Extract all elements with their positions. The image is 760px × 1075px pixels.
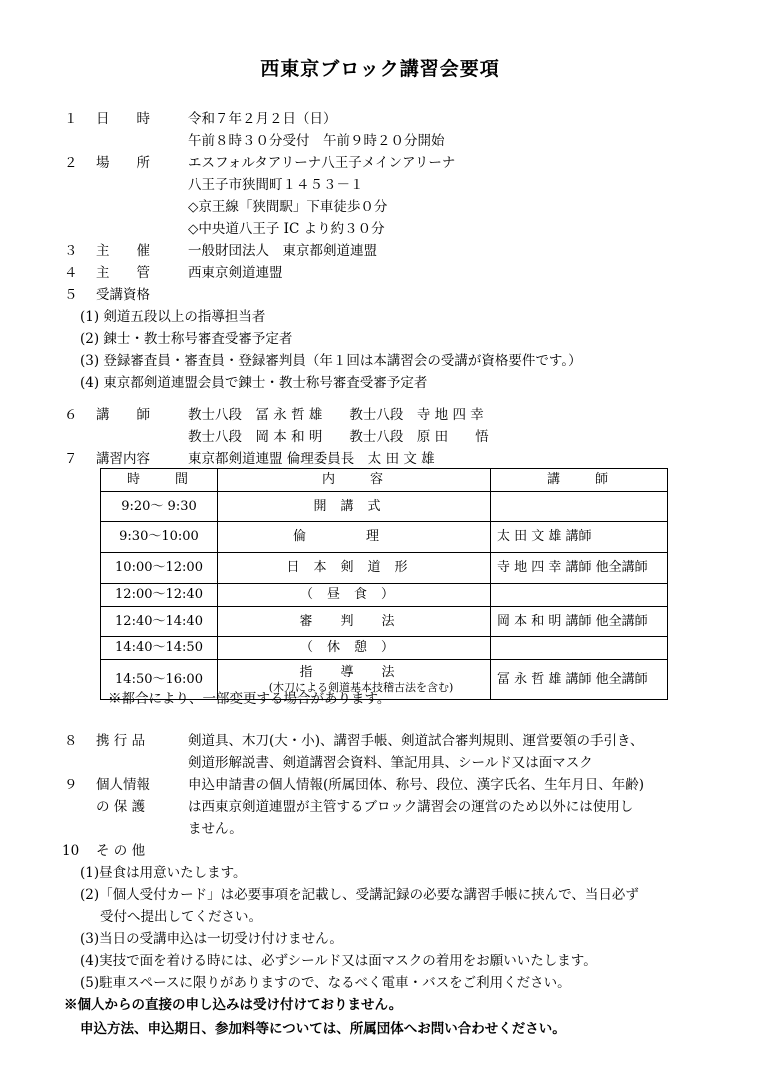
- row-topic: 指導法: [299, 665, 423, 680]
- section-heading: 受講資格: [96, 287, 150, 303]
- table-row: [101, 492, 668, 522]
- schedule-note: ※都合により、一部変更する場合があります。: [108, 691, 391, 707]
- section-heading: 日 時: [96, 111, 150, 127]
- row-time: 14:50～16:00: [101, 660, 218, 700]
- section-number: ５: [64, 287, 78, 303]
- row-lecturer: 太 田 文 雄 講師: [491, 522, 668, 553]
- other-item: (1)昼食は用意いたします。: [80, 865, 247, 881]
- row-topic: （昼食）: [218, 584, 491, 607]
- table-row: [101, 522, 668, 553]
- organizer-name: 一般財団法人 東京都剣道連盟: [188, 243, 377, 259]
- section-number: ７: [64, 451, 78, 467]
- table-header-row: [101, 469, 668, 492]
- section-heading: 講習内容: [96, 451, 150, 467]
- row-topic: 日本剣道形: [218, 553, 491, 584]
- date-line: 令和７年２月２日（日）: [188, 111, 337, 127]
- row-topic: 倫理: [218, 522, 491, 553]
- privacy-line: は西東京剣道連盟が主管するブロック講習会の運営のため以外には使用し: [188, 799, 634, 815]
- row-lecturer: [491, 492, 668, 522]
- section-heading: 主 管: [96, 265, 150, 281]
- section-number: ３: [64, 243, 78, 259]
- schedule-table: [100, 468, 668, 700]
- row-time: 9:30～10:00: [101, 522, 218, 553]
- venue-access-car: ◇中央道八王子 IC より約３０分: [188, 221, 385, 237]
- table-row: [101, 553, 668, 584]
- row-lecturer: 寺 地 四 幸 講師 他全講師: [491, 553, 668, 584]
- section-number: ２: [64, 155, 78, 171]
- row-topic: 開講式: [218, 492, 491, 522]
- table-row: [101, 607, 668, 637]
- eligibility-item: (3) 登録審査員・審査員・登録審判員（年１回は本講習会の受講が資格要件です。）: [80, 353, 582, 369]
- section-number: 10: [62, 843, 80, 859]
- venue-access-train: ◇京王線「狭間駅」下車徒歩０分: [188, 199, 388, 215]
- table-row: [101, 584, 668, 607]
- row-topic: （休憩）: [218, 637, 491, 660]
- row-topic: 審判法: [218, 607, 491, 637]
- footer-notice: ※個人からの直接の申し込みは受け付けておりません。: [64, 997, 403, 1013]
- section-number: ８: [64, 733, 78, 749]
- page-title: 西東京ブロック講習会要項: [260, 58, 500, 80]
- section-number: ９: [64, 777, 78, 793]
- section-heading: 携 行 品: [96, 733, 146, 749]
- row-lecturer: 岡 本 和 明 講師 他全講師: [491, 607, 668, 637]
- privacy-line: ません。: [188, 821, 243, 837]
- manager-name: 西東京剣道連盟: [188, 265, 283, 281]
- footer-inquiry: 申込方法、申込期日、参加料等については、所属団体へお問い合わせください。: [80, 1021, 566, 1037]
- section-heading: 場 所: [96, 155, 150, 171]
- row-lecturer: 冨 永 哲 雄 講師 他全講師: [491, 660, 668, 700]
- row-time: 9:20～ 9:30: [101, 492, 218, 522]
- other-item: (2)「個人受付カード」は必要事項を記載し、受講記録の必要な講習手帳に挟んで、当日必ず: [80, 887, 639, 903]
- other-item: (3)当日の受講申込は一切受け付けません。: [80, 931, 343, 947]
- other-item: (4)実技で面を着ける時には、必ずシールド又は面マスクの着用をお願いいたします。: [80, 953, 597, 969]
- column-header-time: 時 間: [101, 469, 218, 492]
- venue-name: エスフォルタアリーナ八王子メインアリーナ: [188, 155, 456, 171]
- section-heading: そ の 他: [96, 843, 146, 859]
- privacy-line: 申込申請書の個人情報(所属団体、称号、段位、漢字氏名、生年月日、年齢): [188, 777, 645, 793]
- column-header-lecturer: 講 師: [491, 469, 668, 492]
- eligibility-item: (1) 剣道五段以上の指導担当者: [80, 309, 266, 325]
- row-topic-note: (木刀による剣道基本技稽古法を含む): [268, 681, 454, 694]
- row-time: 12:40～14:40: [101, 607, 218, 637]
- row-time: 12:00～12:40: [101, 584, 218, 607]
- instructor-line: 教士八段 岡 本 和 明 教士八段 原 田 悟: [188, 429, 489, 445]
- other-item: (5)駐車スペースに限りがありますので、なるべく電車・バスをご利用ください。: [80, 975, 571, 991]
- instructor-line: 東京都剣道連盟 倫理委員長 太 田 文 雄: [188, 451, 435, 467]
- table-row: [101, 637, 668, 660]
- eligibility-item: (4) 東京都剣道連盟会員で錬士・教士称号審査受審予定者: [80, 375, 428, 391]
- venue-address: 八王子市狭間町１４５３－１: [188, 177, 364, 193]
- column-header-topic: 内 容: [218, 469, 491, 492]
- eligibility-item: (2) 錬士・教士称号審査受審予定者: [80, 331, 293, 347]
- row-time: 10:00～12:00: [101, 553, 218, 584]
- belongings-line: 剣道具、木刀(大・小)、講習手帳、剣道試合審判規則、運営要領の手引き、: [188, 733, 644, 749]
- belongings-line: 剣道形解説書、剣道講習会資料、筆記用具、シールド又は面マスク: [188, 755, 593, 771]
- time-line: 午前８時３０分受付 午前９時２０分開始: [188, 133, 445, 149]
- section-heading: 個人情報: [96, 777, 150, 793]
- row-lecturer: [491, 637, 668, 660]
- section-number: ４: [64, 265, 78, 281]
- section-heading: 主 催: [96, 243, 150, 259]
- other-item-continued: 受付へ提出してください。: [100, 909, 262, 925]
- section-heading: 講 師: [96, 407, 150, 423]
- instructor-line: 教士八段 冨 永 哲 雄 教士八段 寺 地 四 幸: [188, 407, 484, 423]
- section-heading-line2: の 保 護: [96, 799, 146, 815]
- section-number: １: [64, 111, 78, 127]
- section-number: ６: [64, 407, 78, 423]
- row-time: 14:40～14:50: [101, 637, 218, 660]
- row-lecturer: [491, 584, 668, 607]
